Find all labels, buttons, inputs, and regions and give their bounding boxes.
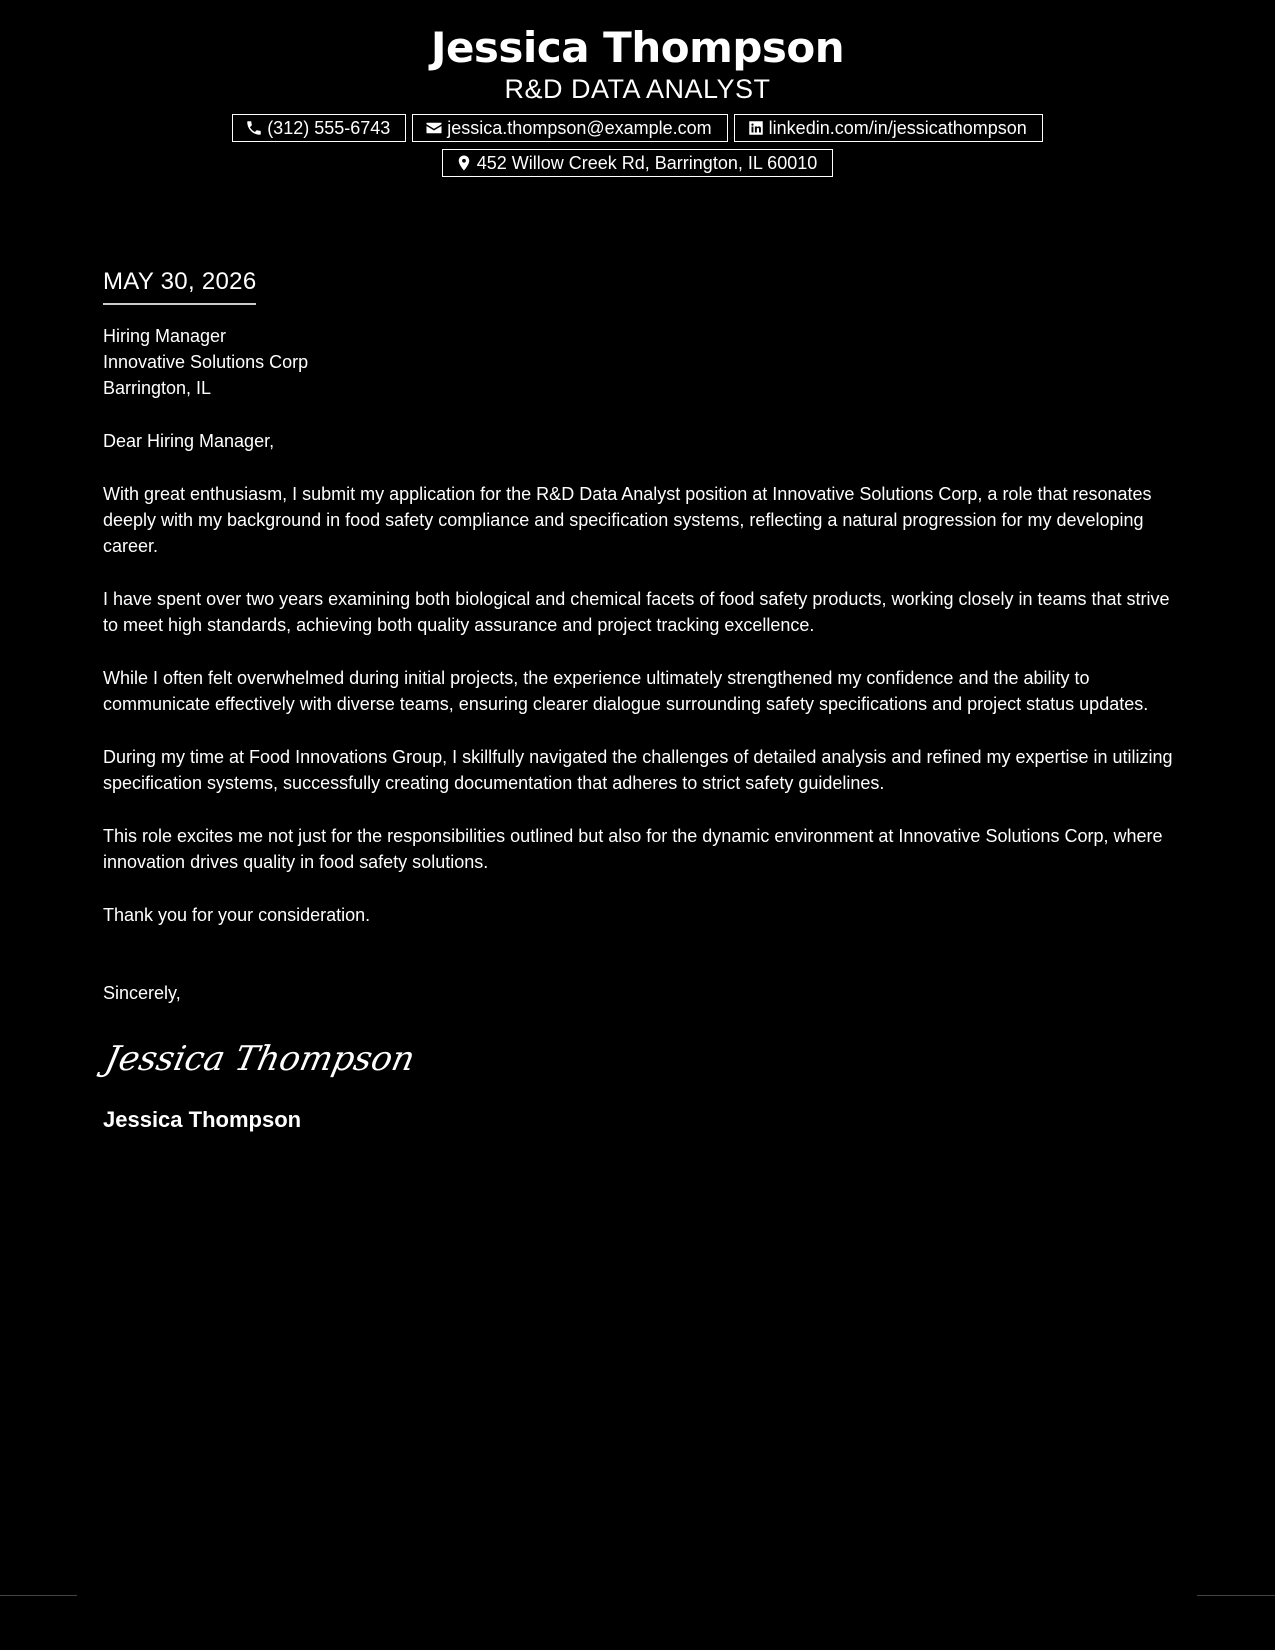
letter-header	[0, 22, 1275, 177]
closing: Sincerely,	[103, 983, 181, 1003]
body-paragraph: This role excites me not just for the responsibilities outlined but also for the dynamic environment at Innovative Solutions Corp, where innovation drives quality in food safety solutions.	[103, 826, 1163, 872]
signed-name: Jessica Thompson	[103, 1107, 302, 1132]
phone-text: (312) 555-6743	[267, 117, 391, 138]
recipient-line: Innovative Solutions Corp	[103, 352, 309, 372]
phone-icon	[245, 119, 263, 137]
signature	[103, 1034, 1173, 1084]
recipient-line: Barrington, IL	[103, 378, 212, 398]
body-paragraph: I have spent over two years examining both biological and chemical facets of food safety products, working closely in teams that strive to meet high standards, achieving both quality assurance and project tracking excellence.	[103, 589, 1170, 635]
phone-contact[interactable]	[232, 114, 406, 142]
contact-row-address	[0, 149, 1275, 177]
greeting: Dear Hiring Manager,	[103, 431, 275, 451]
body-paragraph: With great enthusiasm, I submit my application for the R&D Data Analyst position at Innovative Solutions Corp, a role that resonates deeply with my background in food safety compliance and specification systems, reflecting a natural progression for my developing career.	[103, 484, 1152, 556]
linkedin-contact[interactable]	[734, 114, 1043, 142]
applicant-name: Jessica Thompson	[430, 23, 845, 72]
recipient-block	[103, 323, 1173, 401]
email-contact[interactable]	[412, 114, 727, 142]
thanks-line: Thank you for your consideration.	[103, 905, 371, 925]
letter-date: MAY 30, 2026	[103, 266, 256, 305]
signature-graphic	[101, 1034, 419, 1084]
body-paragraph: During my time at Food Innovations Group, I skillfully navigated the challenges of detailed analysis and refined my expertise in utilizing specification systems, successfully creating documentation that adheres to strict safety guidelines.	[103, 747, 1173, 793]
contact-row	[0, 114, 1275, 142]
address-text: 452 Willow Creek Rd, Barrington, IL 60010	[476, 152, 818, 173]
envelope-icon	[425, 119, 443, 137]
body-paragraph: While I often felt overwhelmed during initial projects, the experience ultimately strengthened my confidence and the ability to communicate effectively with diverse teams, ensuring clearer dialogue surrounding safety specifications and project status updates.	[103, 668, 1149, 714]
recipient-line: Hiring Manager	[103, 326, 227, 346]
letter-body	[103, 266, 1173, 1134]
footer-rule-right	[1197, 1595, 1275, 1596]
footer-rule-left	[0, 1595, 77, 1596]
linkedin-text: linkedin.com/in/jessicathompson	[768, 117, 1027, 138]
signature-text: Jessica Thompson	[101, 1039, 419, 1079]
applicant-title: R&D DATA ANALYST	[504, 74, 771, 104]
email-text: jessica.thompson@example.com	[447, 117, 712, 138]
map-marker-icon	[455, 154, 473, 172]
linkedin-icon	[747, 119, 765, 137]
address-contact	[442, 149, 834, 177]
